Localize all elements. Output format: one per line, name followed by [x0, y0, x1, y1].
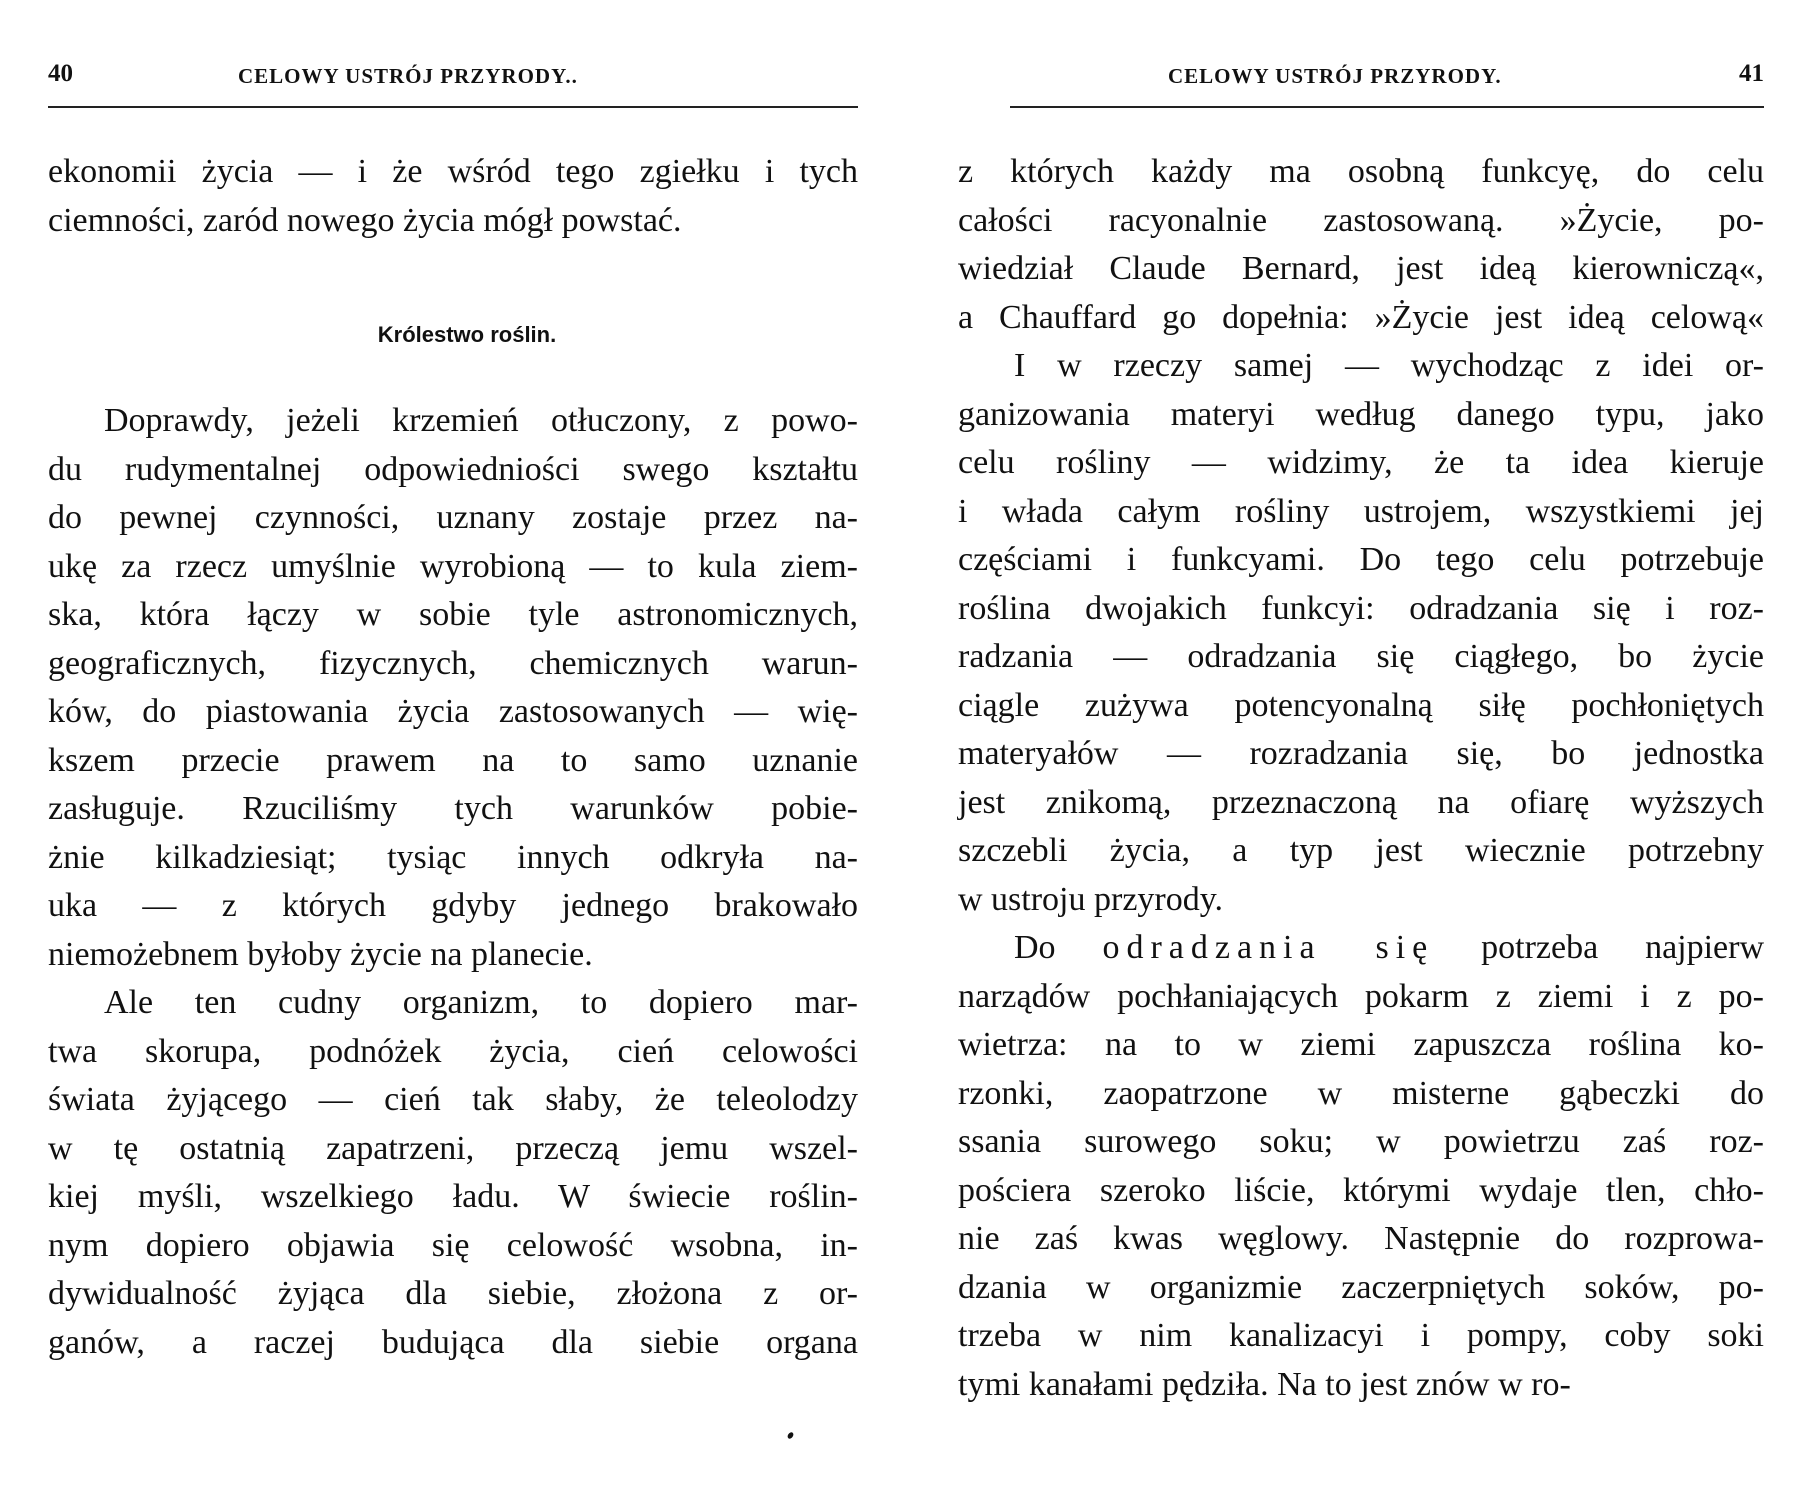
text-line: Doprawdy, jeżeli krzemień otłuczony, z powo- [104, 402, 858, 439]
text-line: tymi kanałami pędziła. Na to jest znów w ro- [958, 1365, 1571, 1403]
text-line: materyałów — rozradzania się, bo jednostka [958, 735, 1764, 772]
text-line: do pewnej czynności, uznany zostaje przez na- [48, 499, 858, 536]
paragraph [958, 342, 1764, 924]
text-line: całości racyonalnie zastosowaną. »Życie, po- [958, 201, 1764, 239]
text-line: niemożebnem byłoby życie na planecie. [48, 935, 593, 973]
text-line: celu rośliny — widzimy, że ta idea kieruje [958, 444, 1764, 481]
text-line: wietrza: na to w ziemi zapuszcza roślina ko- [958, 1026, 1764, 1063]
running-head-right [958, 60, 1764, 96]
text-line: ciągle zużywa potencyonalną siłę pochłoniętych [958, 686, 1764, 724]
running-head-title: CELOWY USTRÓJ PRZYRODY.. [238, 64, 578, 88]
text-line: a Chauffard go dopełnia: »Życie jest ideą celową« [958, 298, 1764, 336]
text-line [958, 924, 1764, 973]
text-line: du rudymentalnej odpowiedniości swego kształtu [48, 450, 858, 488]
paragraph [958, 148, 1764, 342]
text-line: nie zaś kwas węglowy. Następnie do rozprowa- [958, 1220, 1764, 1257]
text-line: twa skorupa, podnóżek życia, cień celowości [48, 1032, 858, 1070]
paragraph [48, 979, 858, 1367]
text-line: świata żyjącego — cień tak słaby, że teleolodzy [48, 1081, 858, 1118]
header-rule [1010, 106, 1764, 108]
text-line: żnie kilkadziesiąt; tysiąc innych odkryła na- [48, 838, 858, 876]
running-head-title: CELOWY USTRÓJ PRZYRODY. [1168, 64, 1502, 88]
text-line: zasługuje. Rzuciliśmy tych warunków pobie- [48, 790, 858, 827]
text-line: wiedział Claude Bernard, jest ideą kierowniczą«, [958, 250, 1764, 287]
page-number: 41 [1739, 60, 1764, 87]
text-line: kszem przecie prawem na to samo uznanie [48, 741, 858, 779]
header-rule [48, 106, 858, 108]
text-line: ganów, a raczej budująca dla siebie organa [48, 1323, 858, 1361]
text-line: w ustroju przyrody. [958, 880, 1224, 918]
lead-word: Do [1014, 929, 1056, 966]
text-line: rzonki, zaopatrzone w misterne gąbeczki do [958, 1074, 1764, 1112]
text-line: ganizowania materyi według danego typu, jako [958, 395, 1764, 433]
ink-speck [786, 1431, 794, 1440]
text-line: narządów pochłaniających pokarm z ziemi i z po- [958, 977, 1764, 1015]
text-line: ssania surowego soku; w powietrzu zaś roz- [958, 1123, 1764, 1160]
text-line: ukę za rzecz umyślnie wyrobioną — to kula ziem- [48, 547, 858, 585]
text-line: radzania — odradzania się ciągłego, bo życie [958, 638, 1764, 675]
text-line: ków, do piastowania życia zastosowanych — wię- [48, 693, 858, 730]
text-line: Ale ten cudny organizm, to dopiero mar- [104, 984, 858, 1021]
text-line: trzeba w nim kanalizacyi i pompy, coby soki [958, 1317, 1764, 1354]
text-line: i włada całym rośliny ustrojem, wszystkiemi jej [958, 492, 1764, 530]
left-page [48, 0, 858, 1500]
text-line: kiej myśli, wszelkiego ładu. W świecie roślin- [48, 1178, 858, 1215]
text-line: roślina dwojakich funkcyi: odradzania się i roz- [958, 589, 1764, 627]
left-page-body [48, 148, 858, 1367]
text-line: geograficznych, fizycznych, chemicznych warun- [48, 644, 858, 682]
spaced-emphasis: odradzania się [1102, 929, 1435, 966]
running-head-left [48, 60, 858, 96]
text-line: jest znikomą, przeznaczoną na ofiarę wyższych [958, 783, 1764, 821]
text-line: ska, która łączy w sobie tyle astronomicznych, [48, 596, 858, 633]
page-number: 40 [48, 60, 73, 87]
text-line: I w rzeczy samej — wychodząc z idei or- [1014, 347, 1764, 384]
right-page [958, 0, 1764, 1500]
paragraph [48, 397, 858, 979]
text-line: szczebli życia, a typ jest wiecznie potrzebny [958, 832, 1764, 869]
text-line: ekonomii życia — i że wśród tego zgiełku i tych [48, 153, 858, 190]
text-line: ciemności, zaród nowego życia mógł powstać. [48, 201, 682, 239]
paragraph [958, 924, 1764, 1409]
line-rest: potrzeba najpierw [1481, 929, 1765, 966]
text-line: dzania w organizmie zaczerpniętych soków, po- [958, 1268, 1764, 1306]
text-line: uka — z których gdyby jednego brakowało [48, 887, 858, 924]
text-line: z których każdy ma osobną funkcyę, do celu [958, 153, 1764, 190]
text-line: częściami i funkcyami. Do tego celu potrzebuje [958, 541, 1764, 578]
text-line: w tę ostatnią zapatrzeni, przeczą jemu wszel- [48, 1129, 858, 1167]
right-page-body [958, 148, 1764, 1409]
text-line: nym dopiero objawia się celowość wsobna, in- [48, 1226, 858, 1264]
section-heading: Królestwo roślin. [377, 322, 557, 347]
text-line: dywidualność żyjąca dla siebie, złożona z or- [48, 1275, 858, 1312]
text-line: pościera szeroko liście, którymi wydaje tlen, chło- [958, 1171, 1764, 1209]
